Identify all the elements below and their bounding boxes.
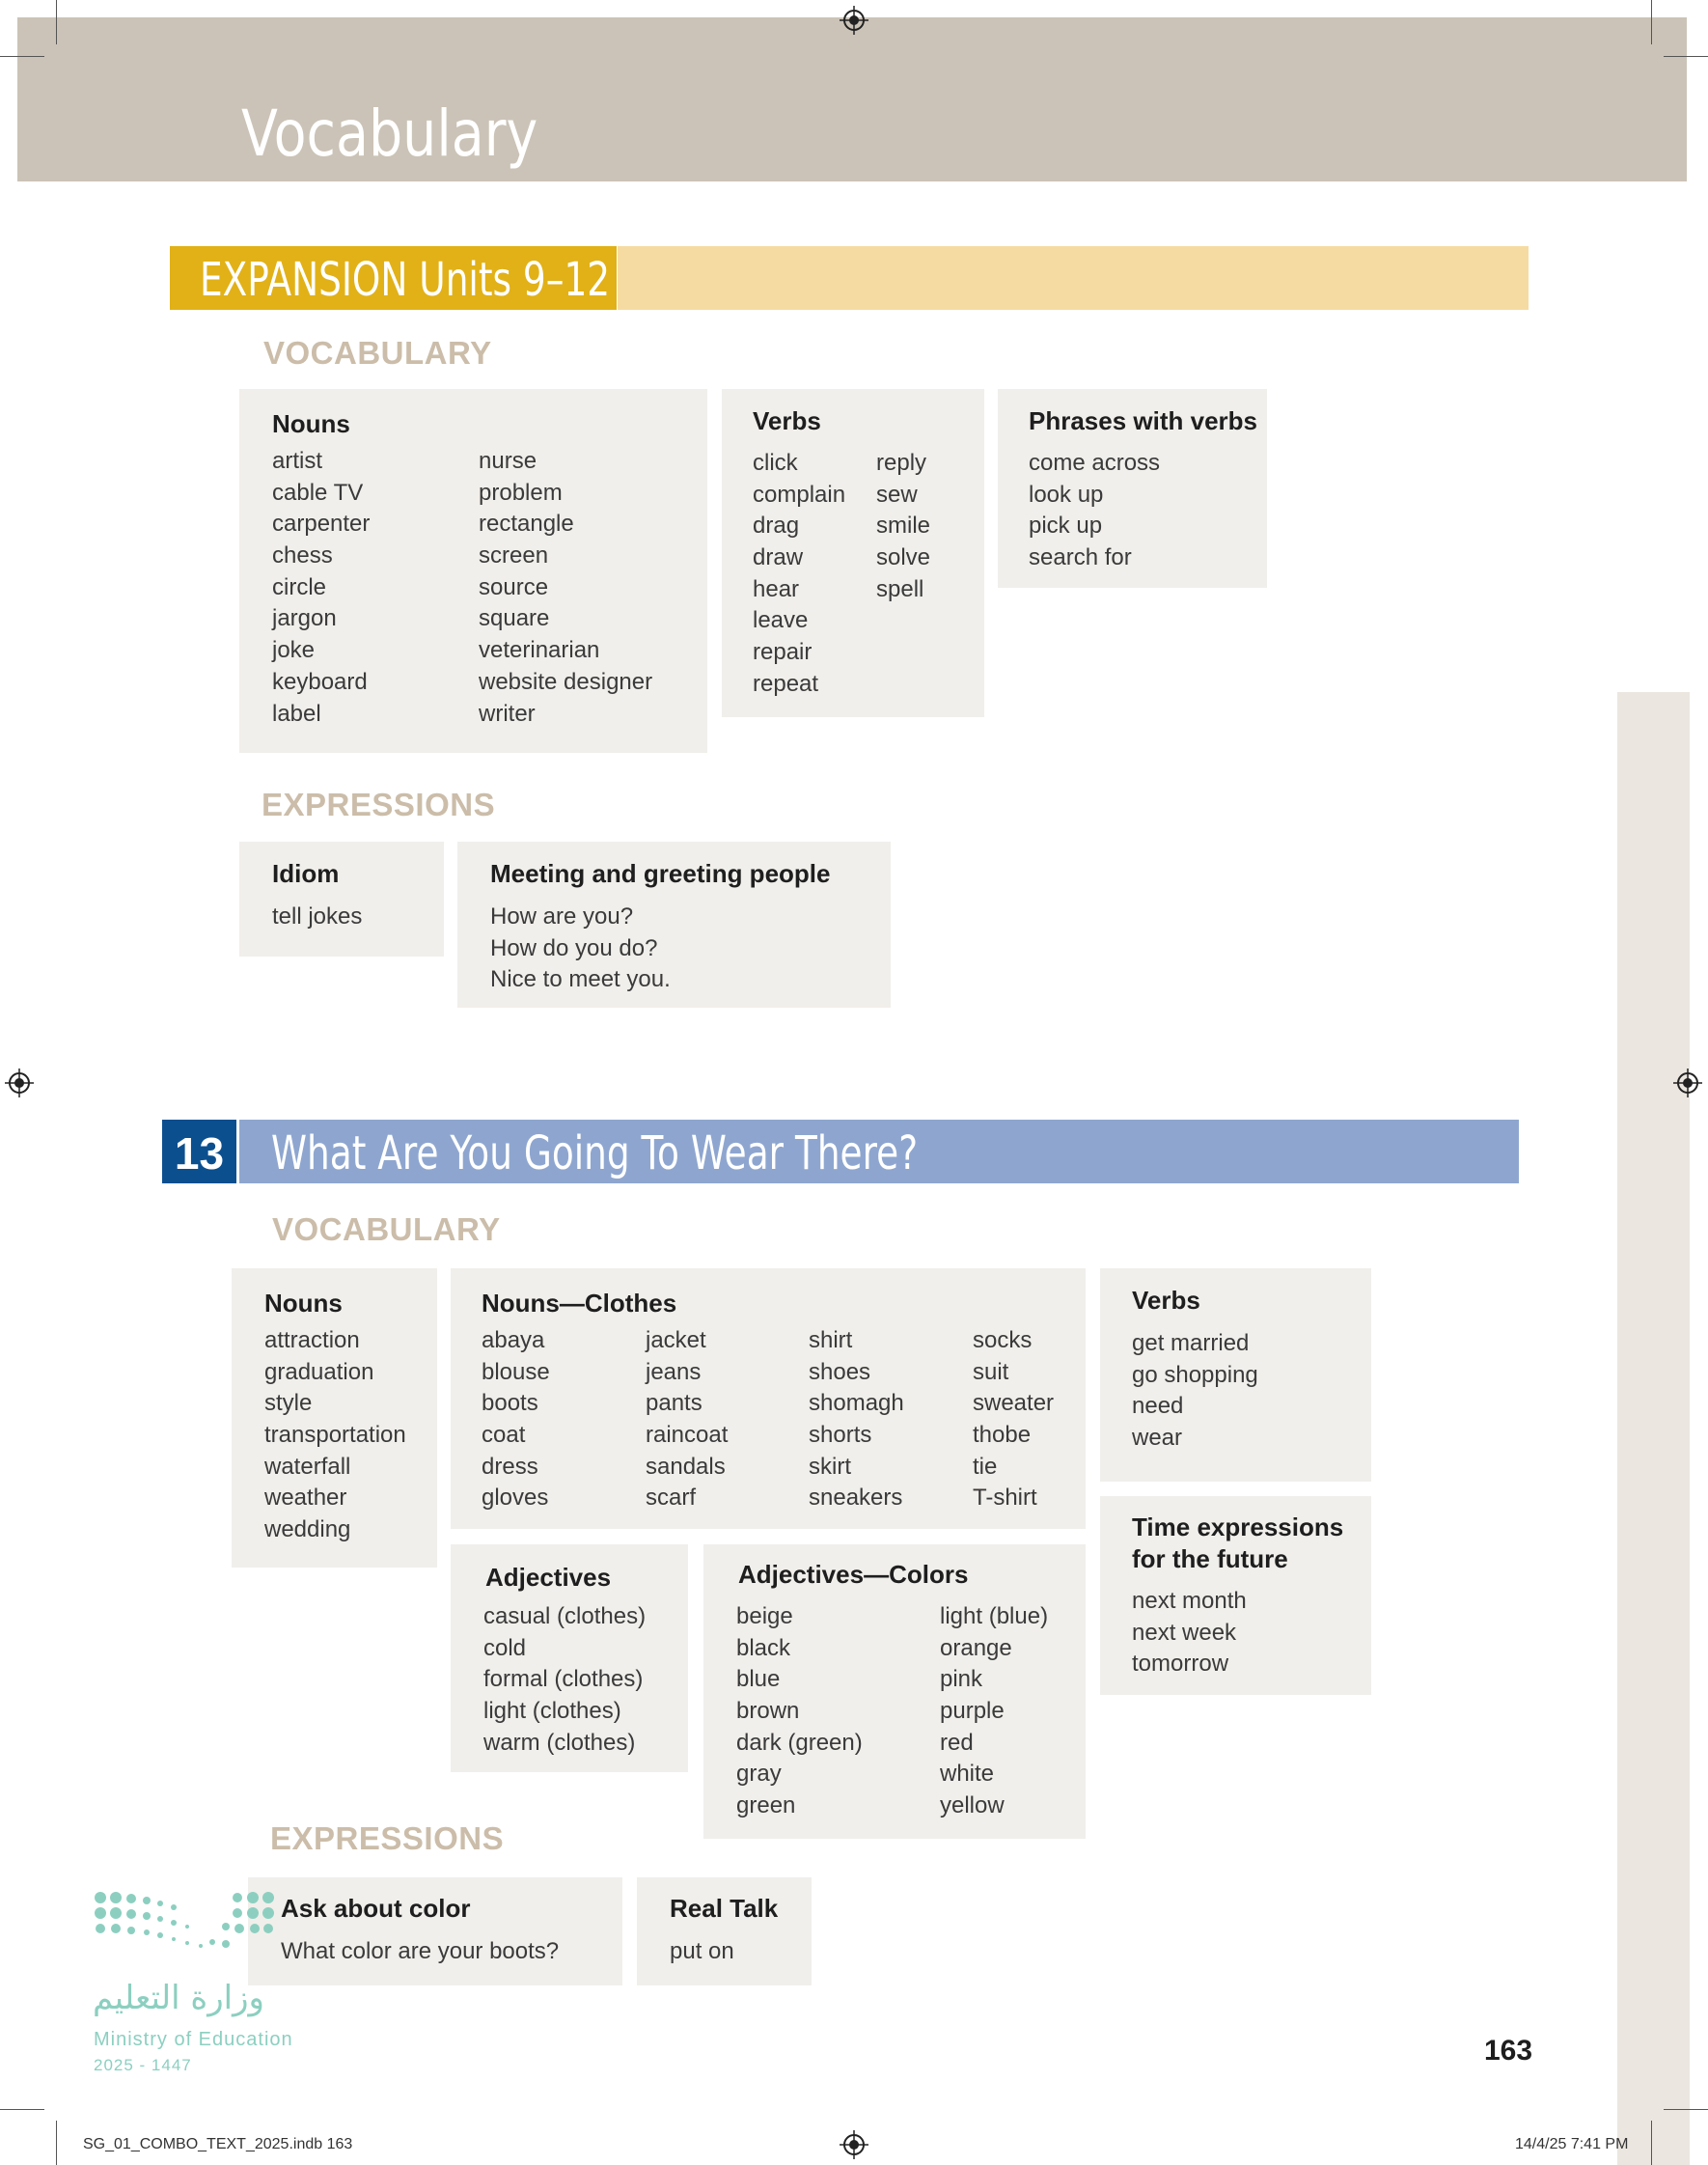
- list-item: sandals: [646, 1453, 726, 1480]
- expansion-banner-title: EXPANSION Units 9–12: [200, 253, 611, 307]
- list-item: skirt: [809, 1453, 851, 1480]
- ministry-dots-logo: [93, 1892, 305, 1969]
- list-item: Nice to meet you.: [490, 966, 671, 993]
- list-item: circle: [272, 573, 327, 600]
- logo-dot: [262, 1892, 274, 1903]
- list-item: light (blue): [940, 1603, 1049, 1629]
- list-item: complain: [753, 481, 846, 508]
- list-item: keyboard: [272, 668, 368, 695]
- side-band: [1617, 692, 1690, 2165]
- list-item: shoes: [809, 1358, 871, 1385]
- clothes-col-4: [973, 1325, 1054, 1514]
- logo-dot: [127, 1927, 135, 1934]
- list-item: rectangle: [479, 511, 574, 538]
- list-item: need: [1132, 1393, 1184, 1420]
- list-item: abaya: [482, 1327, 545, 1353]
- logo-dot: [185, 1941, 189, 1945]
- list-item: problem: [479, 479, 563, 506]
- expansion-banner-extension: [618, 246, 1529, 310]
- ministry-english-name: Ministry of Education: [94, 2029, 293, 2050]
- list-item: black: [736, 1634, 791, 1661]
- logo-dot: [96, 1924, 105, 1933]
- list-item: look up: [1029, 481, 1104, 508]
- unit-verbs-list: [1132, 1328, 1258, 1455]
- logo-dot: [95, 1892, 106, 1903]
- list-item: blouse: [482, 1358, 550, 1385]
- real-talk-box: [637, 1877, 812, 1985]
- list-item: hear: [753, 575, 800, 602]
- box-title: Idiom: [272, 859, 340, 888]
- list-item: formal (clothes): [483, 1666, 644, 1693]
- list-item: gloves: [482, 1485, 549, 1512]
- list-item: T-shirt: [973, 1485, 1037, 1512]
- list-item: spell: [876, 575, 924, 602]
- logo-dot: [234, 1924, 244, 1933]
- crop-mark: [1664, 2109, 1708, 2110]
- list-item: put on: [670, 1938, 734, 1964]
- ask-color-list: [281, 1936, 559, 1968]
- logo-dot: [95, 1907, 106, 1919]
- clothes-col-1: [482, 1325, 550, 1514]
- list-item: pick up: [1029, 513, 1103, 540]
- list-item: next month: [1132, 1588, 1247, 1614]
- list-item: chess: [272, 542, 333, 569]
- phrases-list: [1029, 448, 1160, 574]
- list-item: How are you?: [490, 903, 634, 930]
- list-item: leave: [753, 607, 809, 634]
- adjectives-box: [451, 1544, 688, 1772]
- list-item: tomorrow: [1132, 1651, 1229, 1678]
- page-number: 163: [1484, 2035, 1533, 2067]
- list-item: boots: [482, 1390, 538, 1417]
- box-title: Ask about color: [281, 1894, 471, 1923]
- list-item: go shopping: [1132, 1361, 1258, 1388]
- unit-number: 13: [174, 1128, 225, 1179]
- colors-box: [703, 1544, 1086, 1839]
- box-title: Nouns—Clothes: [482, 1289, 677, 1318]
- list-item: nurse: [479, 448, 537, 474]
- list-item: wedding: [264, 1516, 351, 1543]
- list-item: next week: [1132, 1619, 1237, 1646]
- logo-dot: [263, 1924, 273, 1933]
- idiom-box: [239, 842, 444, 957]
- list-item: jargon: [272, 605, 337, 632]
- list-item: cold: [483, 1634, 527, 1661]
- list-item: attraction: [264, 1327, 360, 1353]
- list-item: What color are your boots?: [281, 1938, 560, 1964]
- list-item: jeans: [646, 1358, 702, 1385]
- list-item: beige: [736, 1603, 793, 1629]
- unit-nouns-box: [232, 1268, 437, 1568]
- list-item: tie: [973, 1453, 998, 1480]
- crop-mark: [56, 0, 57, 44]
- logo-dot: [126, 1909, 136, 1919]
- list-item: red: [940, 1729, 974, 1756]
- list-item: suit: [973, 1358, 1009, 1385]
- list-item: come across: [1029, 450, 1161, 476]
- clothes-box: [451, 1268, 1086, 1529]
- list-item: jacket: [646, 1327, 706, 1353]
- box-title: Adjectives: [485, 1563, 612, 1592]
- list-item: joke: [272, 637, 316, 664]
- list-item: thobe: [973, 1422, 1032, 1449]
- list-item: gray: [736, 1761, 782, 1788]
- list-item: get married: [1132, 1330, 1250, 1356]
- list-item: sweater: [973, 1390, 1055, 1417]
- unit-nouns-list: [264, 1325, 406, 1546]
- list-item: blue: [736, 1666, 781, 1693]
- list-item: veterinarian: [479, 637, 600, 664]
- list-item: writer: [479, 700, 536, 727]
- box-title: Real Talk: [670, 1894, 779, 1923]
- list-item: pants: [646, 1390, 702, 1417]
- verbs-col-1: [753, 448, 845, 701]
- logo-dot: [171, 1920, 177, 1926]
- crop-mark: [0, 2109, 44, 2110]
- footer-timestamp: 14/4/25 7:41 PM: [1515, 2136, 1629, 2152]
- expansion-verbs-box: [722, 389, 984, 717]
- logo-dot: [247, 1907, 259, 1919]
- clothes-col-3: [809, 1325, 904, 1514]
- list-item: warm (clothes): [483, 1729, 636, 1756]
- list-item: pink: [940, 1666, 983, 1693]
- unit-title: What Are You Going To Wear There?: [271, 1126, 919, 1180]
- list-item: dress: [482, 1453, 538, 1480]
- logo-dot: [171, 1904, 177, 1910]
- box-title: Nouns: [264, 1289, 343, 1318]
- list-item: graduation: [264, 1358, 374, 1385]
- box-title: Verbs: [753, 406, 821, 435]
- expansion-nouns-box: [239, 389, 707, 753]
- list-item: reply: [876, 450, 927, 476]
- nouns-col-2: [479, 446, 652, 730]
- list-item: drag: [753, 513, 800, 540]
- list-item: website designer: [479, 668, 653, 695]
- colors-col-1: [736, 1601, 863, 1822]
- expansion-expressions-heading: EXPRESSIONS: [262, 787, 496, 822]
- list-item: solve: [876, 544, 931, 571]
- crop-mark: [56, 2121, 57, 2165]
- logo-dot: [157, 1932, 163, 1938]
- list-item: purple: [940, 1698, 1005, 1725]
- list-item: raincoat: [646, 1422, 729, 1449]
- logo-dot: [157, 1916, 163, 1922]
- logo-dot: [233, 1893, 242, 1902]
- list-item: How do you do?: [490, 934, 658, 961]
- list-item: white: [940, 1761, 995, 1788]
- list-item: style: [264, 1390, 313, 1417]
- list-item: source: [479, 573, 549, 600]
- list-item: yellow: [940, 1792, 1005, 1819]
- list-item: socks: [973, 1327, 1033, 1353]
- logo-dot: [143, 1897, 151, 1904]
- ministry-arabic-name: وزارة التعليم: [93, 1979, 264, 2017]
- box-title: Adjectives—Colors: [738, 1560, 969, 1589]
- unit-vocabulary-heading: VOCABULARY: [272, 1211, 501, 1247]
- logo-dot: [144, 1929, 150, 1935]
- expansion-phrases-box: [998, 389, 1267, 588]
- logo-dot: [111, 1924, 121, 1933]
- logo-dot: [110, 1892, 122, 1903]
- registration-mark-icon: [840, 6, 868, 35]
- registration-mark-icon: [840, 2130, 868, 2159]
- box-title: Nouns: [272, 409, 350, 438]
- list-item: repair: [753, 639, 813, 666]
- list-item: wear: [1132, 1425, 1183, 1452]
- logo-dot: [185, 1925, 189, 1929]
- meeting-greeting-box: [457, 842, 891, 1008]
- list-item: smile: [876, 513, 931, 540]
- adjectives-list: [483, 1601, 646, 1759]
- real-talk-list: [670, 1936, 734, 1968]
- logo-dot: [222, 1923, 230, 1930]
- expansion-vocabulary-heading: VOCABULARY: [263, 335, 492, 371]
- logo-dot: [172, 1937, 176, 1941]
- list-item: search for: [1029, 544, 1132, 571]
- clothes-col-2: [646, 1325, 728, 1514]
- box-title: Time expressions: [1132, 1513, 1344, 1541]
- list-item: brown: [736, 1698, 800, 1725]
- list-item: screen: [479, 542, 549, 569]
- list-item: click: [753, 450, 798, 476]
- list-item: scarf: [646, 1485, 697, 1512]
- logo-dot: [199, 1944, 203, 1948]
- logo-dot: [157, 1901, 163, 1906]
- unit-expressions-heading: EXPRESSIONS: [270, 1820, 505, 1856]
- page-title: Vocabulary: [241, 97, 538, 171]
- list-item: repeat: [753, 670, 819, 697]
- footer-file-name: SG_01_COMBO_TEXT_2025.indb 163: [83, 2136, 353, 2152]
- list-item: cable TV: [272, 479, 364, 506]
- logo-dot: [126, 1894, 136, 1903]
- logo-dot: [233, 1908, 242, 1918]
- list-item: dark (green): [736, 1729, 863, 1756]
- list-item: carpenter: [272, 511, 371, 538]
- list-item: draw: [753, 544, 804, 571]
- logo-dot: [247, 1892, 259, 1903]
- crop-mark: [1651, 2121, 1652, 2165]
- idiom-list: [272, 902, 362, 933]
- list-item: shirt: [809, 1327, 853, 1353]
- list-item: transportation: [264, 1422, 406, 1449]
- list-item: waterfall: [264, 1453, 351, 1480]
- logo-dot: [143, 1912, 151, 1920]
- registration-mark-icon: [5, 1069, 34, 1097]
- list-item: artist: [272, 448, 323, 474]
- list-item: shomagh: [809, 1390, 904, 1417]
- list-item: shorts: [809, 1422, 872, 1449]
- time-list: [1132, 1586, 1247, 1680]
- list-item: orange: [940, 1634, 1012, 1661]
- crop-mark: [1651, 0, 1652, 44]
- verbs-col-2: [876, 448, 930, 605]
- box-title: Meeting and greeting people: [490, 859, 831, 888]
- list-item: sew: [876, 481, 918, 508]
- list-item: light (clothes): [483, 1698, 621, 1725]
- registration-mark-icon: [1673, 1069, 1702, 1097]
- logo-dot: [250, 1924, 260, 1933]
- list-item: green: [736, 1792, 796, 1819]
- logo-dot: [222, 1940, 230, 1948]
- unit-verbs-box: [1100, 1268, 1371, 1482]
- meeting-list: [490, 902, 671, 996]
- list-item: coat: [482, 1422, 526, 1449]
- box-title: Verbs: [1132, 1286, 1200, 1315]
- crop-mark: [0, 56, 44, 57]
- list-item: square: [479, 605, 550, 632]
- logo-dot: [262, 1907, 274, 1919]
- box-title: for the future: [1132, 1544, 1288, 1573]
- box-title: Phrases with verbs: [1029, 406, 1257, 435]
- ministry-year: 2025 - 1447: [94, 2056, 192, 2074]
- list-item: label: [272, 700, 321, 727]
- crop-mark: [1664, 56, 1708, 57]
- nouns-col-1: [272, 446, 370, 730]
- colors-col-2: [940, 1601, 1048, 1822]
- logo-dot: [110, 1907, 122, 1919]
- list-item: sneakers: [809, 1485, 903, 1512]
- time-expressions-box: [1100, 1496, 1371, 1695]
- list-item: tell jokes: [272, 903, 363, 930]
- list-item: weather: [264, 1485, 347, 1512]
- logo-dot: [209, 1939, 215, 1945]
- list-item: casual (clothes): [483, 1603, 647, 1629]
